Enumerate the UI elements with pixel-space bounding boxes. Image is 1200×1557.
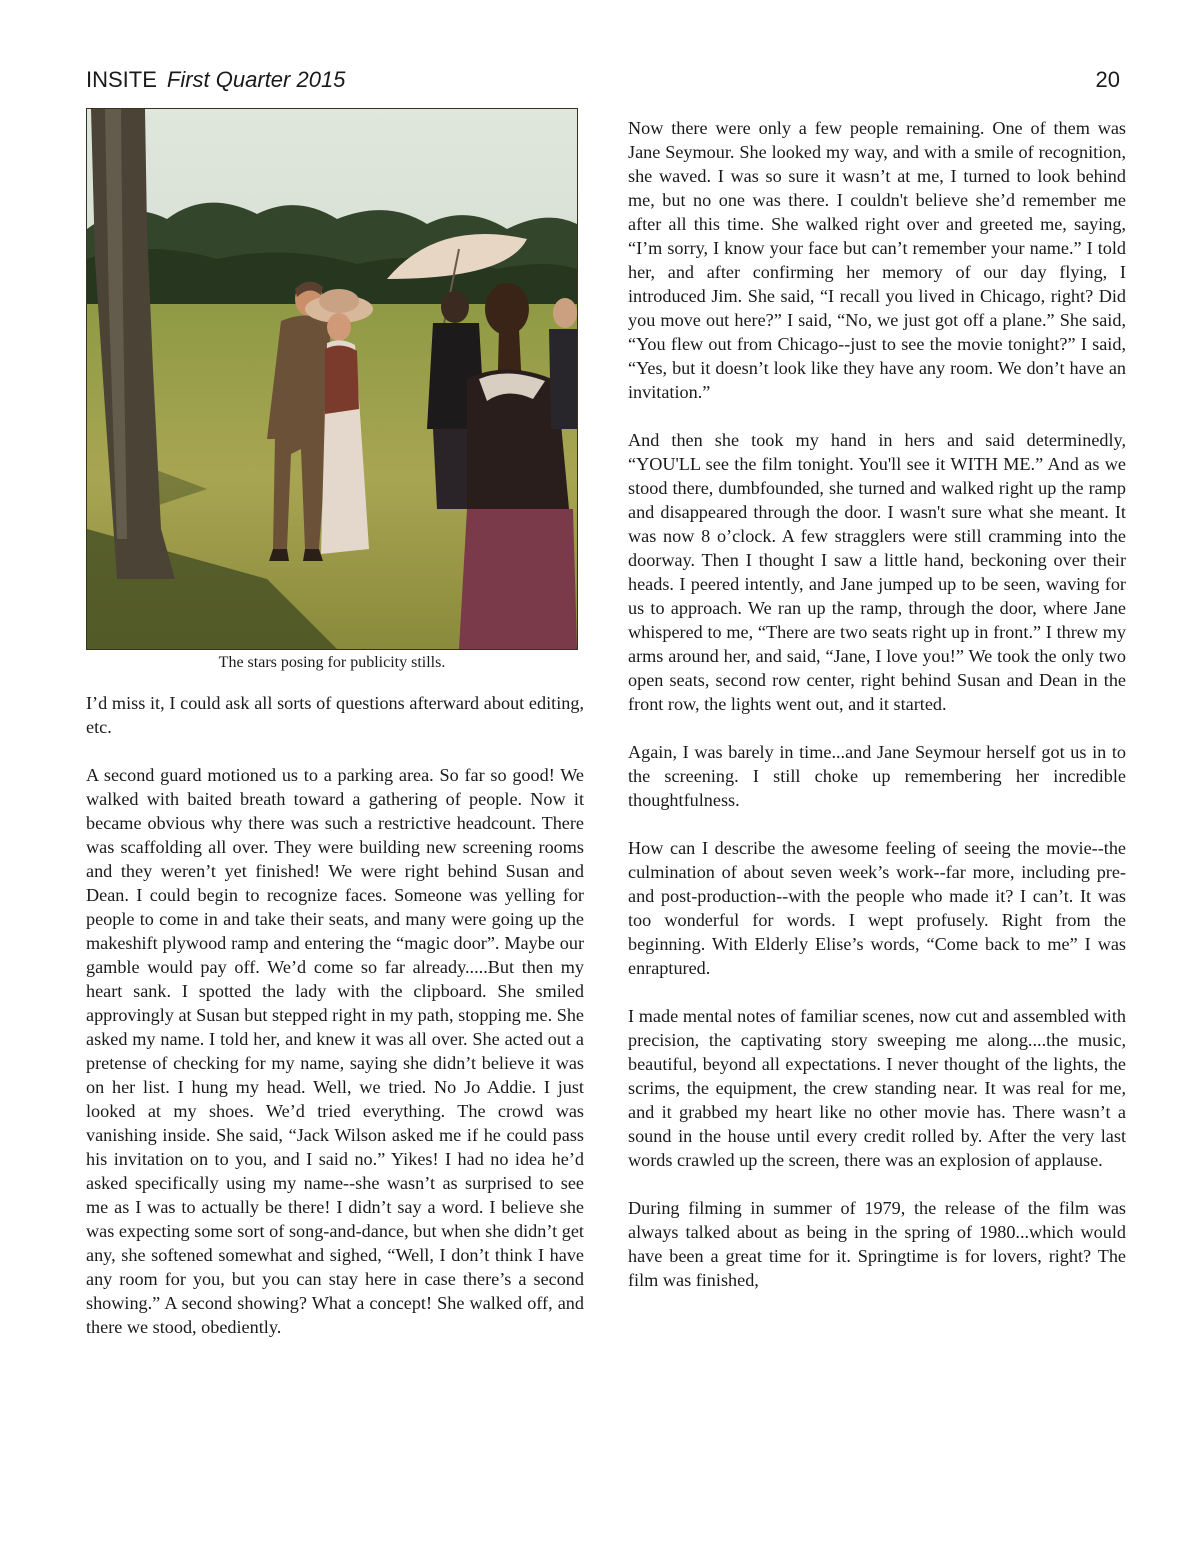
photo-caption: The stars posing for publicity stills. <box>218 654 446 671</box>
page-header <box>86 62 1120 98</box>
left-column <box>86 691 584 1363</box>
paragraph: A second guard motioned us to a parking area. So far so good! We walked with baited breath toward a gathering of people. Now it became obvious why there was such a restrictive headcount. There was scaffolding all over. They were building new screening rooms and they weren’t yet finished! We were right behind Susan and Dean. I could begin to recognize faces. Someone was yelling for people to come in and take their seats, and many were going up the makeshift plywood ramp and entering the “magic door”. Maybe our gamble would pay off. We’d come so far already.....But then my heart sank. I spotted the lady with the clipboard. She smiled approvingly at Susan but stepped right in my path, stopping me. She asked my name. I told her, and knew it was all over. She acted out a pretense of checking for my name, saying she didn’t believe it was on her list. I hung my head. Well, we tried. No Jo Addie. I just looked at my shoes. We’d tried everything. The crowd was vanishing inside. She said, “Jack Wilson asked me if he could pass his invitation on to you, and I said no.” Yikes! I had no idea he’d asked specifically using my name--she wasn’t as surprised to see me as I was to actually be there! I didn’t say a word. I believe she was expecting some sort of song-and-dance, but when she didn’t get any, she softened somewhat and sighed, “Well, I don’t think I have any room for you, but you can stay here in case there’s a second showing.” A second showing? What a concept! She walked off, and there we stood, obediently. <box>86 765 584 1337</box>
paragraph: I made mental notes of familiar scenes, now cut and assembled with precision, the captivating story sweeping me along....the music, beautiful, beyond all expectations. I never thought of the lights, the scrims, the equipment, the crew standing near. It was real for me, and it grabbed my heart like no other movie has. There wasn’t a sound in the house until every credit rolled by. After the very last words crawled up the screen, there was an explosion of applause. <box>628 1006 1126 1170</box>
publicity-photo <box>86 108 578 650</box>
publication-name: INSITE <box>86 67 157 92</box>
page-number: 20 <box>1095 67 1120 92</box>
paragraph: Now there were only a few people remaining. One of them was Jane Seymour. She looked my way, and with a smile of recognition, she waved. I was so sure it wasn’t at me, I turned to look behind me, but no one was there. I couldn't believe she’d remember me after all this time. She walked right over and greeted me, saying, “I’m sorry, I know your face but can’t remember your name.” I told her, and after confirming her memory of our day flying, I introduced Jim. She said, “I recall you lived in Chicago, right? Did you move out here?” I said, “No, we just got off a plane.” She said, “You flew out from Chicago--just to see the movie tonight?” I said, “Yes, but it doesn’t look like they have any room. We don’t have an invitation.” <box>628 118 1126 402</box>
paragraph: How can I describe the awesome feeling of seeing the movie--the culmination of about seven week’s work--far more, including pre- and post-production--with the people who made it? I can’t. It was too wonderful for words. I wept profusely. Right from the beginning. With Elderly Elise’s words, “Come back to me” I was enraptured. <box>628 838 1126 978</box>
issue-label: First Quarter 2015 <box>166 67 346 92</box>
paragraph: Again, I was barely in time...and Jane Seymour herself got us in to the screening. I still choke up remembering her incredible thoughtfulness. <box>628 742 1126 810</box>
publicity-photo-illustration <box>87 109 577 649</box>
paragraph: And then she took my hand in hers and said determinedly, “YOU'LL see the film tonight. You'll see it WITH ME.” And as we stood there, dumbfounded, she turned and walked right up the ramp and disappeared through the door. I wasn't sure what she meant. It was now 8 o’clock. A few stragglers were still cramming into the doorway. Then I thought I saw a little hand, beckoning over their heads. I peered intently, and Jane jumped up to be seen, waving for us to approach. We ran up the ramp, through the door, where Jane whispered to me, “There are two seats right up in front.” I threw my arms around her, and said, “Jane, I love you!” We took the only two open seats, second row center, right behind Susan and Dean in the front row, the lights went out, and it started. <box>628 430 1126 714</box>
paragraph: During filming in summer of 1979, the release of the film was always talked about as being in the spring of 1980...which would have been a great time for it. Springtime is for lovers, right? The film was finished, <box>628 1198 1126 1290</box>
publication-title <box>86 62 345 98</box>
paragraph: I’d miss it, I could ask all sorts of questions afterward about editing, etc. <box>86 693 584 737</box>
right-column <box>628 116 1126 1316</box>
